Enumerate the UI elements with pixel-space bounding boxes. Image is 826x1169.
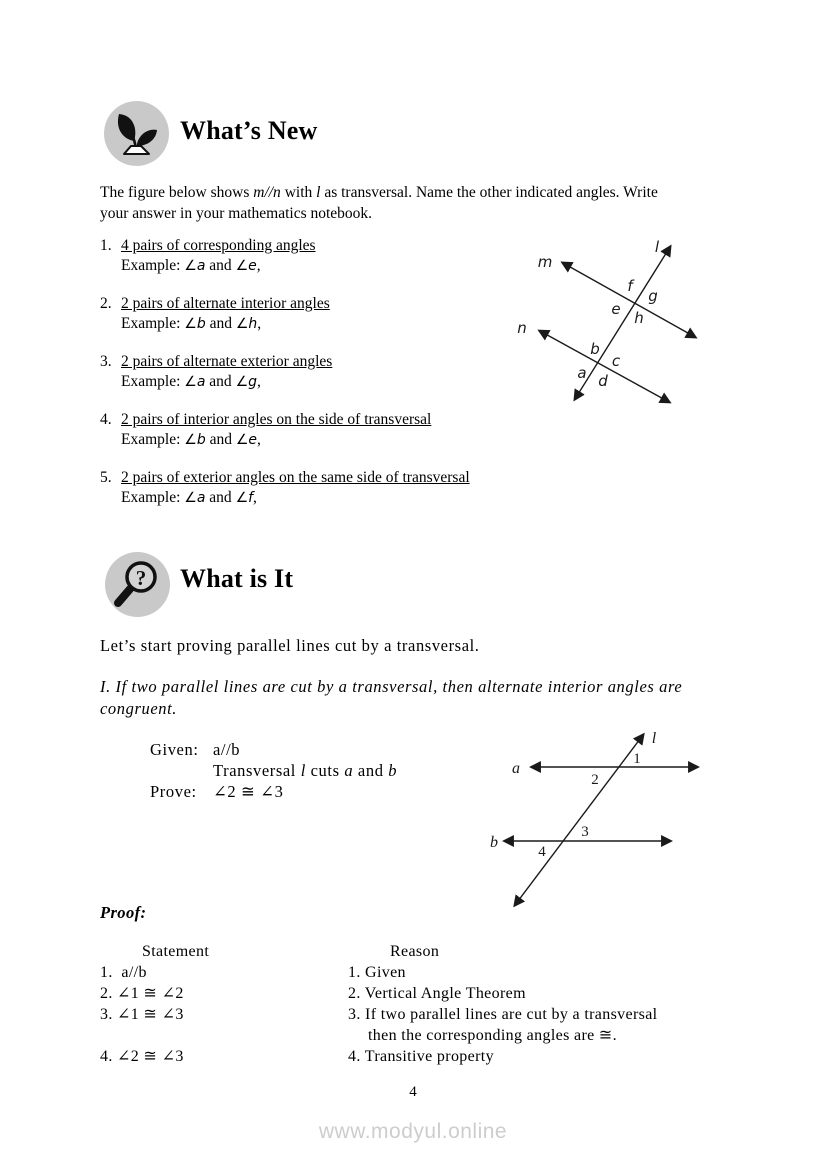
given-line-2 bbox=[150, 760, 397, 781]
list-item bbox=[100, 468, 520, 508]
proof-reason-3-line-1: 3. If two parallel lines are cut by a transversal bbox=[348, 1006, 658, 1023]
item-example bbox=[100, 372, 520, 392]
label-line-l: l bbox=[654, 238, 660, 256]
magnifier-question-icon bbox=[105, 552, 170, 617]
list-item bbox=[100, 236, 520, 276]
prove-line bbox=[150, 781, 397, 802]
question-mark-glyph: ? bbox=[135, 566, 147, 590]
example-suffix: , bbox=[257, 315, 262, 332]
list-item-title-line bbox=[100, 352, 520, 372]
label-line-a: a bbox=[512, 760, 520, 777]
whats-new-intro bbox=[100, 182, 750, 224]
angle-ref: ∠a bbox=[184, 258, 206, 274]
list-item bbox=[100, 294, 520, 334]
figure-parallel-lines-mn bbox=[500, 230, 720, 420]
seg: and bbox=[353, 761, 389, 780]
example-mid: and bbox=[205, 257, 236, 274]
proof-table bbox=[100, 941, 730, 1067]
item-example bbox=[100, 488, 520, 508]
label-line-n: n bbox=[517, 319, 527, 337]
label-angle-3: 3 bbox=[581, 824, 589, 840]
label-line-b: b bbox=[490, 834, 498, 851]
label-angle-a: a bbox=[577, 364, 587, 382]
theorem-line-1: I. If two parallel lines are cut by a transversal, then alternate interior angles are bbox=[100, 677, 683, 696]
prove-label: Prove: bbox=[150, 782, 197, 801]
proof-statement-2: 2. ∠1 ≅ ∠2 bbox=[100, 985, 184, 1002]
proof-statement-1: 1. a//b bbox=[100, 964, 147, 981]
proof-reason-3 bbox=[348, 1004, 730, 1046]
line-m bbox=[563, 263, 695, 337]
angle-ref: ∠g bbox=[235, 374, 257, 390]
what-is-it-icon bbox=[105, 552, 170, 622]
item-number: 3. bbox=[100, 353, 112, 370]
item-example bbox=[100, 314, 520, 334]
seg-italic: l bbox=[300, 761, 306, 780]
example-prefix: Example: bbox=[121, 373, 185, 390]
list-item bbox=[100, 352, 520, 392]
label-angle-d: d bbox=[598, 372, 608, 390]
item-number: 2. bbox=[100, 295, 112, 312]
angle-ref: ∠e bbox=[235, 432, 258, 448]
angle-ref: ∠a bbox=[184, 490, 206, 506]
prove-value: ∠2 ≅ ∠3 bbox=[213, 782, 284, 801]
label-angle-4: 4 bbox=[538, 844, 546, 860]
given-value: a//b bbox=[213, 740, 241, 759]
example-prefix: Example: bbox=[121, 315, 185, 332]
label-line-l: l bbox=[651, 730, 657, 747]
item-number: 4. bbox=[100, 411, 112, 428]
item-number: 1. bbox=[100, 237, 112, 254]
angle-ref: ∠a bbox=[184, 374, 206, 390]
item-number: 5. bbox=[100, 469, 112, 486]
angle-ref: ∠b bbox=[184, 316, 206, 332]
line-l-transversal bbox=[515, 735, 643, 905]
given-prove-block bbox=[150, 739, 397, 802]
intro-seg: with bbox=[280, 184, 317, 201]
item-example bbox=[100, 256, 520, 276]
proof-reason-2: 2. Vertical Angle Theorem bbox=[348, 985, 526, 1002]
item-title: 2 pairs of exterior angles on the same side of transversal bbox=[121, 469, 470, 486]
intro-line-2: your answer in your mathematics notebook. bbox=[100, 205, 373, 222]
label-angle-h: h bbox=[634, 309, 644, 327]
item-title: 4 pairs of corresponding angles bbox=[121, 237, 316, 254]
line-n bbox=[540, 331, 669, 402]
list-item-title-line bbox=[100, 294, 520, 314]
example-prefix: Example: bbox=[121, 431, 185, 448]
figure-parallel-lines-ab bbox=[470, 715, 720, 915]
item-title: 2 pairs of interior angles on the side of transversal bbox=[121, 411, 432, 428]
proof-reason-4: 4. Transitive property bbox=[348, 1048, 494, 1065]
proof-reason-1: 1. Given bbox=[348, 964, 406, 981]
list-item-title-line bbox=[100, 410, 520, 430]
label-angle-g: g bbox=[648, 287, 658, 305]
page-number: 4 bbox=[409, 1084, 417, 1100]
angle-ref: ∠e bbox=[235, 258, 257, 274]
whats-new-title: What’s New bbox=[180, 116, 318, 145]
label-angle-f: f bbox=[627, 277, 633, 295]
intro-line-1 bbox=[100, 182, 750, 203]
label-angle-c: c bbox=[611, 352, 621, 370]
example-suffix: , bbox=[253, 489, 257, 506]
example-mid: and bbox=[205, 315, 236, 332]
example-mid: and bbox=[205, 489, 236, 506]
seg-italic: b bbox=[388, 761, 398, 780]
lead-sentence: Let’s start proving parallel lines cut by a transversal. bbox=[100, 636, 480, 655]
intro-seg: as transversal. Name the other indicated angles. Write bbox=[320, 184, 658, 201]
proof-reason-3-line-2: then the corresponding angles are ≅. bbox=[368, 1027, 618, 1044]
example-mid: and bbox=[205, 431, 236, 448]
intro-seg-italic: l bbox=[316, 184, 321, 201]
theorem-statement bbox=[100, 676, 750, 720]
angle-ref: ∠h bbox=[235, 316, 258, 332]
list-item bbox=[100, 410, 520, 450]
seg: cuts bbox=[305, 761, 345, 780]
seg: Transversal bbox=[213, 761, 301, 780]
label-angle-2: 2 bbox=[591, 772, 599, 788]
example-suffix: , bbox=[257, 373, 261, 390]
intro-seg-italic: m//n bbox=[253, 184, 281, 201]
example-suffix: , bbox=[257, 431, 261, 448]
seedling-icon bbox=[104, 101, 169, 166]
item-title: 2 pairs of alternate interior angles bbox=[121, 295, 330, 312]
list-item-title-line bbox=[100, 468, 520, 488]
example-suffix: , bbox=[256, 257, 261, 274]
label-line-m: m bbox=[537, 253, 553, 271]
list-item-title-line bbox=[100, 236, 520, 256]
statement-header: Statement bbox=[142, 943, 210, 960]
watermark: www.modyul.online bbox=[318, 1120, 508, 1143]
proof-statement-3: 3. ∠1 ≅ ∠3 bbox=[100, 1006, 184, 1023]
intro-seg: The figure below shows bbox=[100, 184, 254, 201]
given-line bbox=[150, 739, 397, 760]
angle-ref: ∠b bbox=[184, 432, 206, 448]
whats-new-icon bbox=[104, 101, 169, 171]
reason-header: Reason bbox=[390, 943, 440, 960]
proof-heading: Proof: bbox=[100, 903, 147, 922]
what-is-it-title: What is It bbox=[180, 564, 294, 593]
example-mid: and bbox=[205, 373, 236, 390]
item-example bbox=[100, 430, 520, 450]
theorem-line-2: congruent. bbox=[100, 699, 178, 718]
proof-statement-4: 4. ∠2 ≅ ∠3 bbox=[100, 1048, 184, 1065]
example-prefix: Example: bbox=[121, 257, 185, 274]
angle-ref: ∠f bbox=[235, 490, 254, 506]
example-prefix: Example: bbox=[121, 489, 185, 506]
given-label: Given: bbox=[150, 740, 199, 759]
label-angle-1: 1 bbox=[633, 751, 641, 767]
label-angle-b: b bbox=[590, 340, 600, 358]
label-angle-e: e bbox=[611, 300, 621, 318]
item-title: 2 pairs of alternate exterior angles bbox=[121, 353, 333, 370]
angle-pairs-list bbox=[100, 236, 520, 526]
seg-italic: a bbox=[344, 761, 354, 780]
